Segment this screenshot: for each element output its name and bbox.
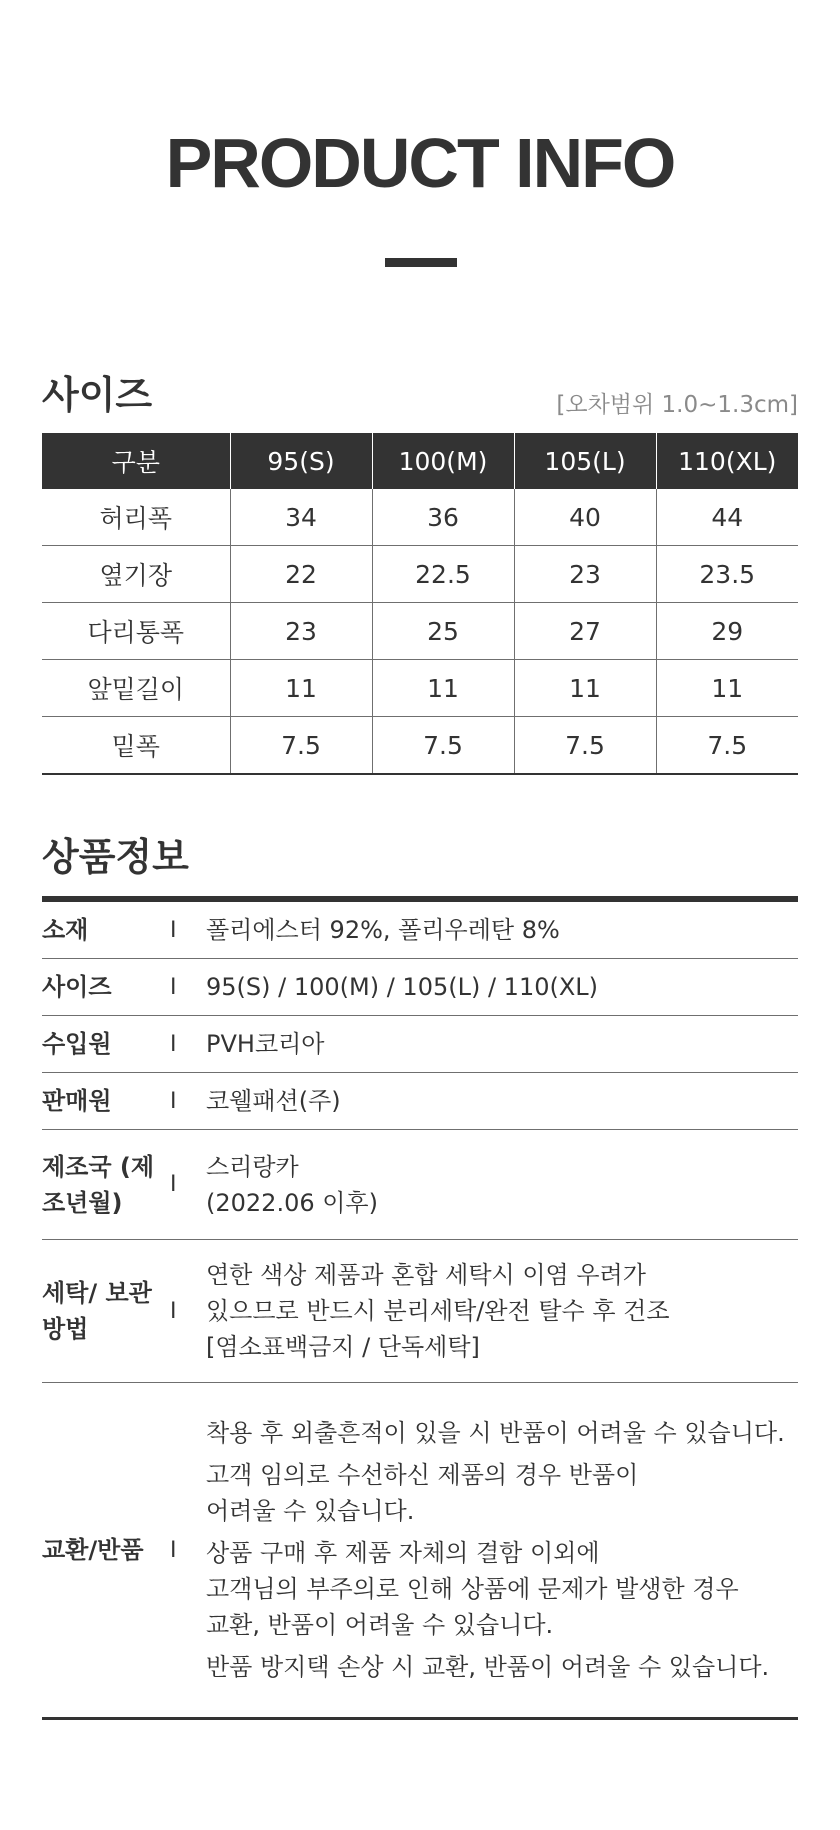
size-table-header-cell: 105(L) [514, 433, 656, 489]
info-value: 폴리에스터 92%, 폴리우레탄 8% [206, 916, 560, 944]
info-separator: I [170, 974, 177, 1000]
table-cell: 22.5 [372, 546, 514, 603]
info-value-line: 있으므로 반드시 분리세탁/완전 탈수 후 건조 [206, 1297, 670, 1325]
table-row-label: 밑폭 [42, 717, 230, 775]
table-cell: 44 [656, 489, 798, 546]
table-cell: 27 [514, 603, 656, 660]
table-row [42, 717, 798, 775]
table-row [42, 489, 798, 546]
exchange-line: 상품 구매 후 제품 자체의 결함 이외에 [206, 1539, 600, 1567]
page-title: PRODUCT INFO [165, 124, 675, 202]
table-row-label: 옆기장 [42, 546, 230, 603]
table-cell: 23 [514, 546, 656, 603]
table-cell: 7.5 [230, 717, 372, 775]
title-divider [385, 258, 457, 267]
info-value [206, 1409, 785, 1691]
exchange-line: 고객님의 부주의로 인해 상품에 문제가 발생한 경우 [206, 1575, 739, 1603]
info-label-line: 세탁/ [42, 1279, 98, 1307]
info-value-line: [염소표백금지 / 단독세탁] [206, 1333, 480, 1361]
info-list [42, 902, 798, 1720]
size-table-header-cell: 110(XL) [656, 433, 798, 489]
exchange-paragraph [206, 1415, 785, 1451]
table-cell: 7.5 [372, 717, 514, 775]
info-value-line: 연한 색상 제품과 혼합 세탁시 이염 우려가 [206, 1261, 646, 1289]
info-value: 95(S) / 100(M) / 105(L) / 110(XL) [206, 973, 599, 1001]
tolerance-note: [오차범위 1.0~1.3cm] [556, 392, 798, 418]
size-table-header-row [42, 433, 798, 489]
info-label-line: 제조국 [42, 1152, 112, 1181]
table-cell: 23 [230, 603, 372, 660]
info-value: 코웰패션(주) [206, 1087, 341, 1115]
info-separator: I [170, 917, 177, 943]
info-row-seller [42, 1073, 798, 1130]
table-row-label: 다리통폭 [42, 603, 230, 660]
info-value: PVH코리아 [206, 1030, 325, 1058]
table-cell: 11 [230, 660, 372, 717]
size-table-header-cell: 95(S) [230, 433, 372, 489]
info-value-line: 스리랑카 [206, 1152, 299, 1181]
info-row-material [42, 902, 798, 959]
info-label: 판매원 [42, 1087, 112, 1115]
product-info-section-heading: 상품정보 [42, 835, 189, 879]
table-cell: 34 [230, 489, 372, 546]
info-label: 교환/반품 [42, 1536, 144, 1564]
info-label [42, 1275, 170, 1347]
table-cell: 40 [514, 489, 656, 546]
info-row-size [42, 959, 798, 1016]
exchange-line: 교환, 반품이 어려울 수 있습니다. [206, 1611, 554, 1639]
info-label: 사이즈 [42, 973, 112, 1001]
exchange-line: 고객 임의로 수선하신 제품의 경우 반품이 [206, 1461, 639, 1489]
size-table [42, 433, 798, 775]
table-cell: 36 [372, 489, 514, 546]
size-table-header-cell: 구분 [42, 433, 230, 489]
exchange-line: 착용 후 외출흔적이 있을 시 반품이 어려울 수 있습니다. [206, 1419, 785, 1447]
info-label: 소재 [42, 916, 89, 944]
table-row [42, 546, 798, 603]
info-separator: I [170, 1031, 177, 1057]
info-label [42, 1149, 170, 1221]
info-separator: I [170, 1298, 177, 1324]
info-label-line: (제조년월) [42, 1152, 155, 1217]
exchange-paragraph [206, 1649, 785, 1685]
info-row-importer [42, 1016, 798, 1073]
exchange-paragraph [206, 1457, 785, 1529]
info-row-exchange [42, 1383, 798, 1720]
table-cell: 11 [656, 660, 798, 717]
info-label: 수입원 [42, 1030, 112, 1058]
table-row-label: 허리폭 [42, 489, 230, 546]
table-cell: 7.5 [514, 717, 656, 775]
table-cell: 22 [230, 546, 372, 603]
info-value-line: (2022.06 이후) [206, 1188, 378, 1217]
info-value [206, 1149, 378, 1221]
table-row-label: 앞밑길이 [42, 660, 230, 717]
table-cell: 11 [372, 660, 514, 717]
info-row-origin [42, 1130, 798, 1240]
exchange-line: 반품 방지택 손상 시 교환, 반품이 어려울 수 있습니다. [206, 1653, 770, 1681]
table-cell: 23.5 [656, 546, 798, 603]
exchange-line: 어려울 수 있습니다. [206, 1497, 415, 1525]
size-table-header-cell: 100(M) [372, 433, 514, 489]
info-value [206, 1257, 670, 1365]
info-label-line: 보관방법 [42, 1279, 152, 1343]
table-row [42, 660, 798, 717]
table-cell: 29 [656, 603, 798, 660]
table-cell: 7.5 [656, 717, 798, 775]
info-row-care [42, 1240, 798, 1383]
info-separator: I [170, 1172, 177, 1197]
info-separator: I [170, 1537, 177, 1563]
exchange-paragraph [206, 1535, 785, 1643]
size-section-heading: 사이즈 [42, 373, 153, 417]
table-row [42, 603, 798, 660]
table-cell: 25 [372, 603, 514, 660]
info-separator: I [170, 1088, 177, 1114]
table-cell: 11 [514, 660, 656, 717]
